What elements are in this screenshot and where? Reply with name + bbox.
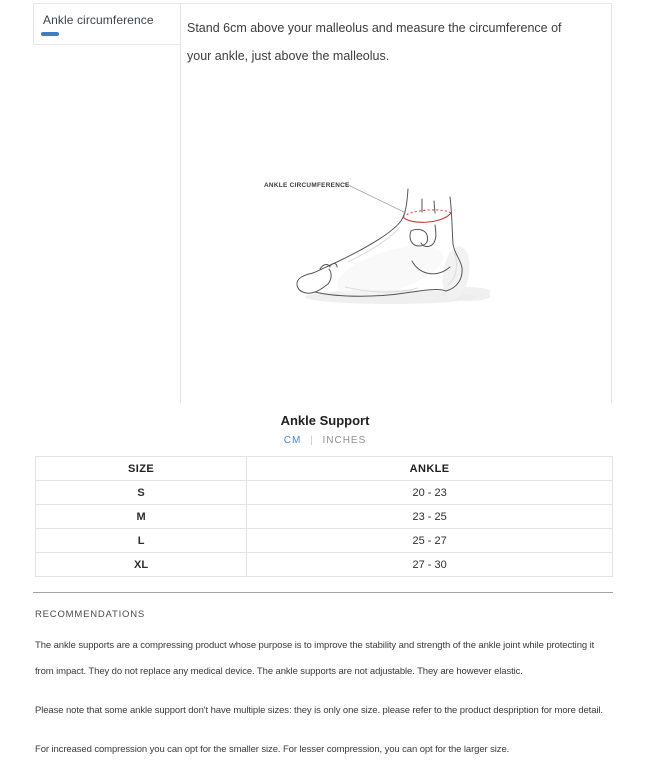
unit-toggle bbox=[35, 435, 615, 446]
size-value: L bbox=[36, 529, 247, 553]
size-value: XL bbox=[36, 553, 247, 577]
recommendations-heading: RECOMMENDATIONS bbox=[35, 609, 145, 620]
size-value: S bbox=[36, 481, 247, 505]
recommendations-section bbox=[35, 609, 615, 763]
recommendation-paragraph: The ankle supports are a compressing product whose purpose is to improve the stability and strength of the ankle joint while protecting it from impact. They do not replace any medical device. The ankle supports are not adjustable. They are however elastic. bbox=[35, 640, 595, 677]
column-header-size: SIZE bbox=[36, 457, 247, 481]
active-tab-underline bbox=[41, 32, 59, 36]
foot-illustration bbox=[240, 151, 490, 321]
table-row bbox=[36, 505, 613, 529]
ankle-measure-figure bbox=[240, 151, 601, 326]
circumference-ellipse bbox=[403, 210, 451, 222]
unit-option-cm[interactable]: CM bbox=[283, 435, 302, 446]
unit-option-inches[interactable]: INCHES bbox=[322, 435, 367, 446]
recommendation-paragraph: Please note that some ankle support don't have multiple sizes: they is only one size. please refer to the product despription for more detail. bbox=[35, 705, 603, 716]
table-row bbox=[36, 553, 613, 577]
recommendation-paragraph: For increased compression you can opt for the smaller size. For lesser compression, you can opt for the larger size. bbox=[35, 744, 510, 755]
ankle-range: 23 - 25 bbox=[247, 505, 613, 529]
section-divider bbox=[33, 592, 613, 593]
ankle-range: 27 - 30 bbox=[247, 553, 613, 577]
column-header-ankle: ANKLE bbox=[247, 457, 613, 481]
product-title: Ankle Support bbox=[280, 413, 370, 428]
unit-separator: | bbox=[310, 435, 314, 446]
measure-guide-section bbox=[0, 3, 650, 403]
table-row bbox=[36, 481, 613, 505]
circumference-label: ANKLE CIRCUMFERENCE bbox=[264, 182, 350, 189]
size-chart-header bbox=[35, 413, 615, 446]
measure-instructions-panel bbox=[180, 3, 612, 403]
tab-label: Ankle circumference bbox=[43, 13, 154, 27]
ankle-range: 20 - 23 bbox=[247, 481, 613, 505]
label-pointer-line bbox=[344, 183, 406, 213]
table-header-row bbox=[36, 457, 613, 481]
table-row bbox=[36, 529, 613, 553]
ankle-range: 25 - 27 bbox=[247, 529, 613, 553]
measure-instructions-text: Stand 6cm above your malleolus and measure the circumference of your ankle, just above the malleolus. bbox=[187, 21, 562, 63]
size-table bbox=[35, 456, 613, 577]
tab-ankle-circumference[interactable] bbox=[33, 3, 180, 45]
size-value: M bbox=[36, 505, 247, 529]
